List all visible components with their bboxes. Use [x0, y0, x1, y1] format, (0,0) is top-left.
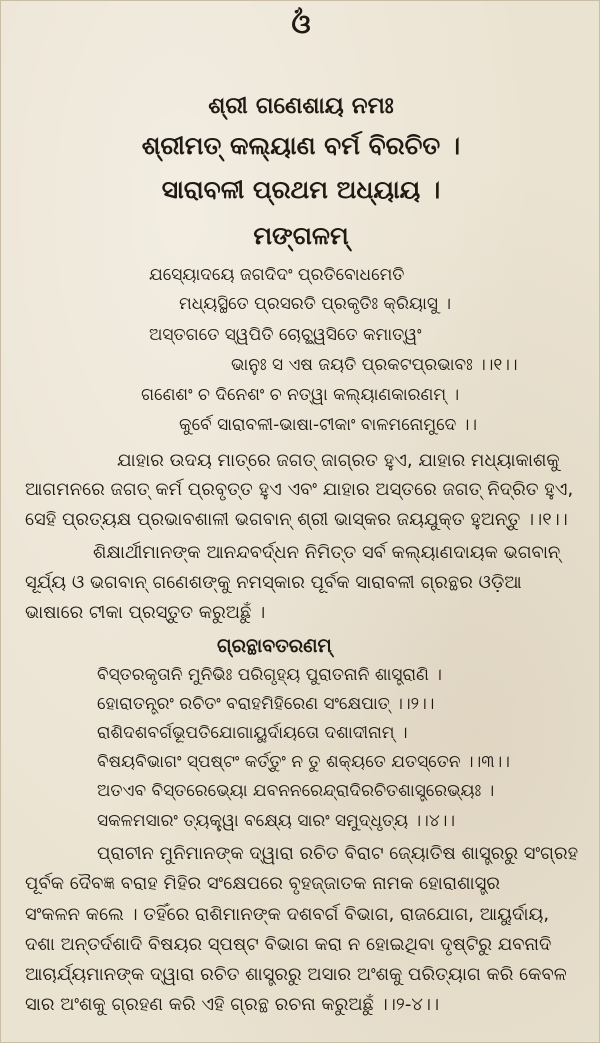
commentary-line: ଆଗମନରେ ଜଗତ୍ କର୍ମ ପ୍ରବୃତ୍ତ ହୁଏ ଏବଂ ଯାହାର ଅସ୍ତରେ ଜଗତ୍ ନିଦ୍ରିତ ହୁଏ, [25, 479, 574, 500]
commentary-line: ସୂର୍ଯ୍ୟ ଓ ଭଗବାନ୍ ଗଣେଶଙ୍କୁ ନମସ୍କାର ପୂର୍ବକ ସାରାବଳୀ ଗ୍ରନ୍ଥର ଓଡ଼ିଆ [25, 572, 522, 593]
commentary-line: ଭାଷାରେ ଟୀକା ପ୍ରସ୍ତୁତ କରୁଅଛୁଁ । [25, 602, 266, 623]
verse-line: ଯସ୍ୟୋଦୟେ ଜଗଦିଦଂ ପ୍ରତିବୋଧମେତି [149, 265, 405, 285]
commentary-line: ଦଶା ଅନ୍ତର୍ଦଶାଦି ବିଷୟର ସ୍ପଷ୍ଟ ବିଭାଗ କରା ନ ହୋଇଥିବା ଦୃଷ୍ଟିରୁ ଯବନାଦି [25, 934, 552, 955]
verse-line: ହୋରାତନ୍ତ୍ରଂ ରଚିତଂ ବରାହମିହିରେଣ ସଂକ୍ଷେପାତ୍ ।।୨।। [97, 694, 435, 714]
commentary-line: ସେହି ପ୍ରତ୍ୟକ୍ଷ ପ୍ରଭାବଶାଳୀ ଭଗବାନ୍ ଶ୍ରୀ ଭାସ୍କର ଜୟଯୁକ୍ତ ହୁଅନ୍ତୁ ।।୧।। [25, 509, 568, 530]
attribution-title: ଶ୍ରୀମତ୍ କଲ୍ୟାଣ ବର୍ମ ବିରଚିତ । [141, 131, 461, 160]
verse-line: ଗଣେଶଂ ଚ ଦିନେଶଂ ଚ ନତ୍ୱା କଲ୍ୟାଣକାରଣମ୍ । [141, 385, 460, 405]
verse-line: ଭାନୁଃ ସ ଏଷ ଜୟତି ପ୍ରକଟପ୍ରଭାବଃ ।।୧।। [231, 355, 518, 375]
granthavataranam-heading: ଗ୍ରନ୍ଥାବତରଣମ୍ [217, 635, 332, 657]
verse-line: ମଧ୍ୟସ୍ଥିତେ ପ୍ରସରତି ପ୍ରକୃତିଃ କ୍ରିୟାସୁ । [179, 294, 452, 314]
verse-line: ସକଳମସାରଂ ତ୍ୟକ୍ତ୍ୱା ବକ୍ଷ୍ୟେ ସାରଂ ସମୁଦ୍ଧୃତ୍ୟ ।।୪।। [97, 811, 456, 831]
verse-line: କୁର୍ବେ ସାରାବଳୀ-ଭାଷା-ଟୀକାଂ ବାଳମନୋମୁଦେ ।। [179, 415, 478, 435]
chapter-title: ସାରାବଳୀ ପ୍ରଥମ ଅଧ୍ୟାୟ । [161, 175, 441, 204]
verse-line: ଅସ୍ତଗତେ ସ୍ୱପିତି ଚୋଚ୍ଛ୍ୱସିତେ କମାତ୍ୱଂ [149, 325, 422, 345]
verse-line: ବିଷୟବିଭାଗଂ ସ୍ପଷ୍ଟଂ କର୍ତ୍ତୁଂ ନ ତୁ ଶକ୍ୟତେ ଯତସ୍ତେନ ।।୩।। [97, 752, 510, 772]
omkar-symbol: ଓଁ [291, 7, 311, 40]
commentary-line: ଶିକ୍ଷାର୍ଥୀମାନଙ୍କ ଆନନ୍ଦବର୍ଦ୍ଧନ ନିମିତ୍ତ ସର୍ବ କଲ୍ୟାଣଦାୟକ ଭଗବାନ୍ [93, 542, 561, 563]
commentary-line: ପ୍ରାଚୀନ ମୁନିମାନଙ୍କ ଦ୍ୱାରା ରଚିତ ବିରାଟ ଜ୍ୟୋତିଷ ଶାସ୍ତ୍ରରୁ ସଂଗ୍ରହ [97, 843, 579, 864]
commentary-line: ସାର ଅଂଶକୁ ଗ୍ରହଣ କରି ଏହି ଗ୍ରନ୍ଥ ରଚନା କରୁଅଛୁଁ ।।୨-୪।। [25, 994, 440, 1015]
verse-line: ବିସ୍ତରକୃତାନି ମୁନିଭିଃ ପରିଗୃହ୍ୟ ପୁରାତନାନି ଶାସ୍ତ୍ରାଣି । [97, 665, 442, 685]
commentary-line: ଆଚାର୍ଯ୍ୟମାନଙ୍କ ଦ୍ୱାରା ରଚିତ ଶାସ୍ତ୍ରରୁ ଅସାର ଅଂଶକୁ ପରିତ୍ୟାଗ କରି କେବଳ [25, 964, 567, 985]
commentary-line: ପୂର୍ବକ ଦୈବଜ୍ଞ ବରାହ ମିହିର ସଂକ୍ଷେପରେ ବୃହଜ୍ଜାତକ ନାମକ ହୋରାଶାସ୍ତ୍ର [25, 873, 500, 894]
commentary-line: ସଂକଳନ କଲେ । ତହିଁରେ ରାଶିମାନଙ୍କ ଦଶବର୍ଗ ବିଭାଗ, ରାଜଯୋଗ, ଆୟୁର୍ଦାୟ, [25, 904, 550, 925]
commentary-line: ଯାହାର ଉଦୟ ମାତ୍ରେ ଜଗତ୍ ଜାଗ୍ରତ ହୁଏ, ଯାହାର ମଧ୍ୟାକାଶକୁ [117, 450, 560, 471]
mangalam-heading: ମଙ୍ଗଳମ୍ [253, 221, 349, 250]
verse-line: ରାଶିଦଶବର୍ଗଭୂପତିଯୋଗାୟୁର୍ଦାୟତୋ ଦଶାଦୀନାମ୍ । [97, 723, 408, 743]
verse-line: ଅତଏବ ବିସ୍ତରେଭ୍ୟୋ ଯବନନରେନ୍ଦ୍ରାଦିରଚିତଶାସ୍ତ୍ରେଭ୍ୟଃ । [97, 781, 495, 801]
invocation-title: ଶ୍ରୀ ଗଣେଶାୟ ନମଃ [208, 93, 394, 119]
